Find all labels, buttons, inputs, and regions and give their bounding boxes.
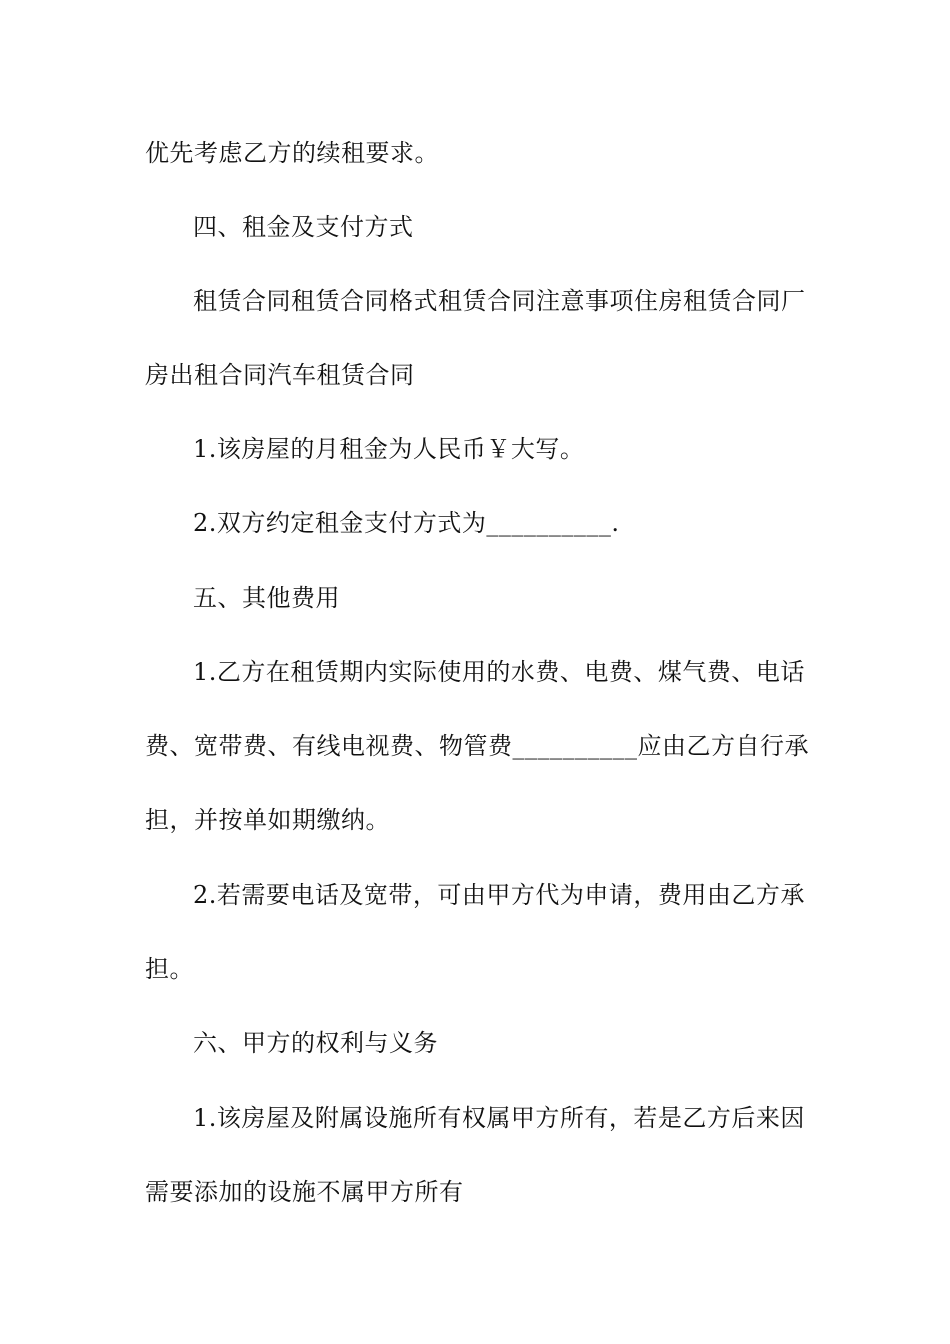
- paragraph-line: 租赁合同租赁合同格式租赁合同注意事项住房租赁合同厂: [193, 287, 806, 315]
- clause-line: 2.双方约定租金支付方式为__________.: [193, 509, 620, 537]
- section-heading: 四、租金及支付方式: [193, 213, 414, 241]
- paragraph-line: 需要添加的设施不属甲方所有: [145, 1178, 464, 1206]
- clause-line: 1.该房屋的月租金为人民币￥大写。: [193, 435, 585, 463]
- clause-line: 2.若需要电话及宽带，可由甲方代为申请，费用由乙方承: [193, 881, 805, 909]
- clause-line: 1.乙方在租赁期内实际使用的水费、电费、煤气费、电话: [193, 658, 805, 686]
- clause-line: 1.该房屋及附属设施所有权属甲方所有，若是乙方后来因: [193, 1104, 805, 1132]
- paragraph-line: 费、宽带费、有线电视费、物管费__________应由乙方自行承: [145, 732, 809, 760]
- section-heading: 五、其他费用: [193, 584, 340, 612]
- section-heading: 六、甲方的权利与义务: [193, 1029, 438, 1057]
- paragraph-line: 优先考虑乙方的续租要求。: [145, 139, 439, 167]
- paragraph-line: 房出租合同汽车租赁合同: [145, 361, 415, 389]
- paragraph-line: 担。: [145, 955, 194, 983]
- paragraph-line: 担，并按单如期缴纳。: [145, 806, 390, 834]
